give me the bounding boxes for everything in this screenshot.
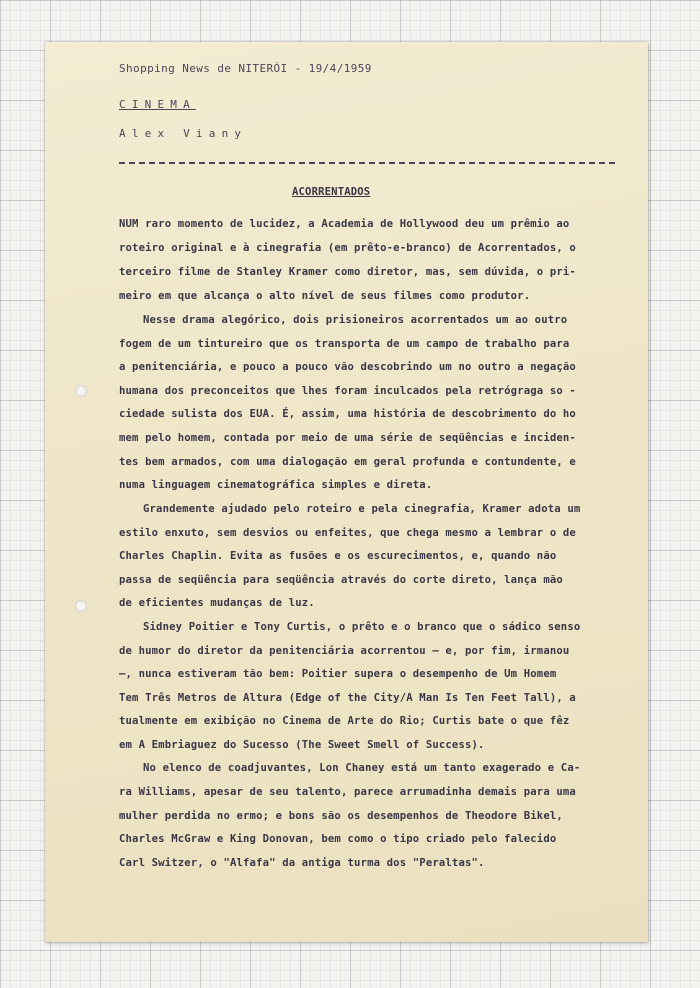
text-line: roteiro original e à cinegrafia (em prêto-e-branco) de Acorrentados, o [119, 242, 576, 254]
text-line: Charles Chaplin. Evita as fusões e os escurecimentos, e, quando não [119, 550, 557, 562]
text-line: humana dos preconceitos que lhes foram inculcados pela retrógraga so - [119, 385, 576, 397]
text-line: NUM raro momento de lucidez, a Academia de Hollywood deu um prêmio ao [119, 218, 570, 230]
text-line: passa de seqüência para seqüência através do corte direto, lança mão [119, 574, 563, 586]
text-line: Sidney Poitier e Tony Curtis, o prêto e o branco que o sádico senso [143, 621, 581, 633]
punch-hole [75, 385, 87, 397]
text-line: Charles McGraw e King Donovan, bem como o tipo criado pelo falecido [119, 833, 557, 845]
text-line: estilo enxuto, sem desvios ou enfeites, que chega mesmo a lembrar o de [119, 527, 576, 539]
text-line: ra Williams, apesar de seu talento, parece arrumadinha demais para uma [119, 786, 576, 798]
text-line: meiro em que alcança o alto nível de seus filmes como produtor. [119, 290, 531, 302]
text-line: numa linguagem cinematográfica simples e direta. [119, 479, 433, 491]
punch-hole [75, 600, 87, 612]
text-line: Grandemente ajudado pelo roteiro e pela cinegrafia, Kramer adota um [143, 503, 581, 515]
source-line: Shopping News de NITERÓI - 19/4/1959 [119, 62, 372, 75]
text-line: No elenco de coadjuvantes, Lon Chaney está um tanto exagerado e Ca- [143, 762, 581, 774]
text-line: Nesse drama alegórico, dois prisioneiros acorrentados um ao outro [143, 314, 568, 326]
text-line: fogem de um tintureiro que os transporta de um campo de trabalho para [119, 338, 570, 350]
text-line: a penitenciária, e pouco a pouco vão descobrindo um no outro a negação [119, 361, 576, 373]
text-line: em A Embriaguez do Sucesso (The Sweet Smell of Success). [119, 739, 485, 751]
article-title: ACORRENTADOS [292, 186, 371, 198]
text-line: de humor do diretor da penitenciária acorrentou — e, por fim, irmanou [119, 645, 570, 657]
text-line: mem pelo homem, contada por meio de uma série de seqüências e inciden- [119, 432, 576, 444]
author-name: Alex Viany [119, 127, 248, 140]
text-line: —, nunca estiveram tão bem: Poitier supera o desempenho de Um Homem [119, 668, 557, 680]
text-line: Tem Três Metros de Altura (Edge of the City/A Man Is Ten Feet Tall), a [119, 692, 576, 704]
text-line: mulher perdida no ermo; e bons são os desempenhos de Theodore Bikel, [119, 810, 563, 822]
section-title: CINEMA [119, 98, 196, 111]
text-line: de eficientes mudanças de luz. [119, 597, 315, 609]
header-divider [119, 162, 615, 164]
text-line: tes bem armados, com uma dialogação em geral profunda e contundente, e [119, 456, 576, 468]
text-line: ciedade sulista dos EUA. É, assim, uma história de descobrimento do ho [119, 408, 576, 420]
typed-page [45, 42, 648, 942]
text-line: terceiro filme de Stanley Kramer como diretor, mas, sem dúvida, o pri- [119, 266, 576, 278]
text-line: Carl Switzer, o "Alfafa" da antiga turma dos "Peraltas". [119, 857, 485, 869]
text-line: tualmente em exibição no Cinema de Arte do Rio; Curtis bate o que fêz [119, 715, 570, 727]
